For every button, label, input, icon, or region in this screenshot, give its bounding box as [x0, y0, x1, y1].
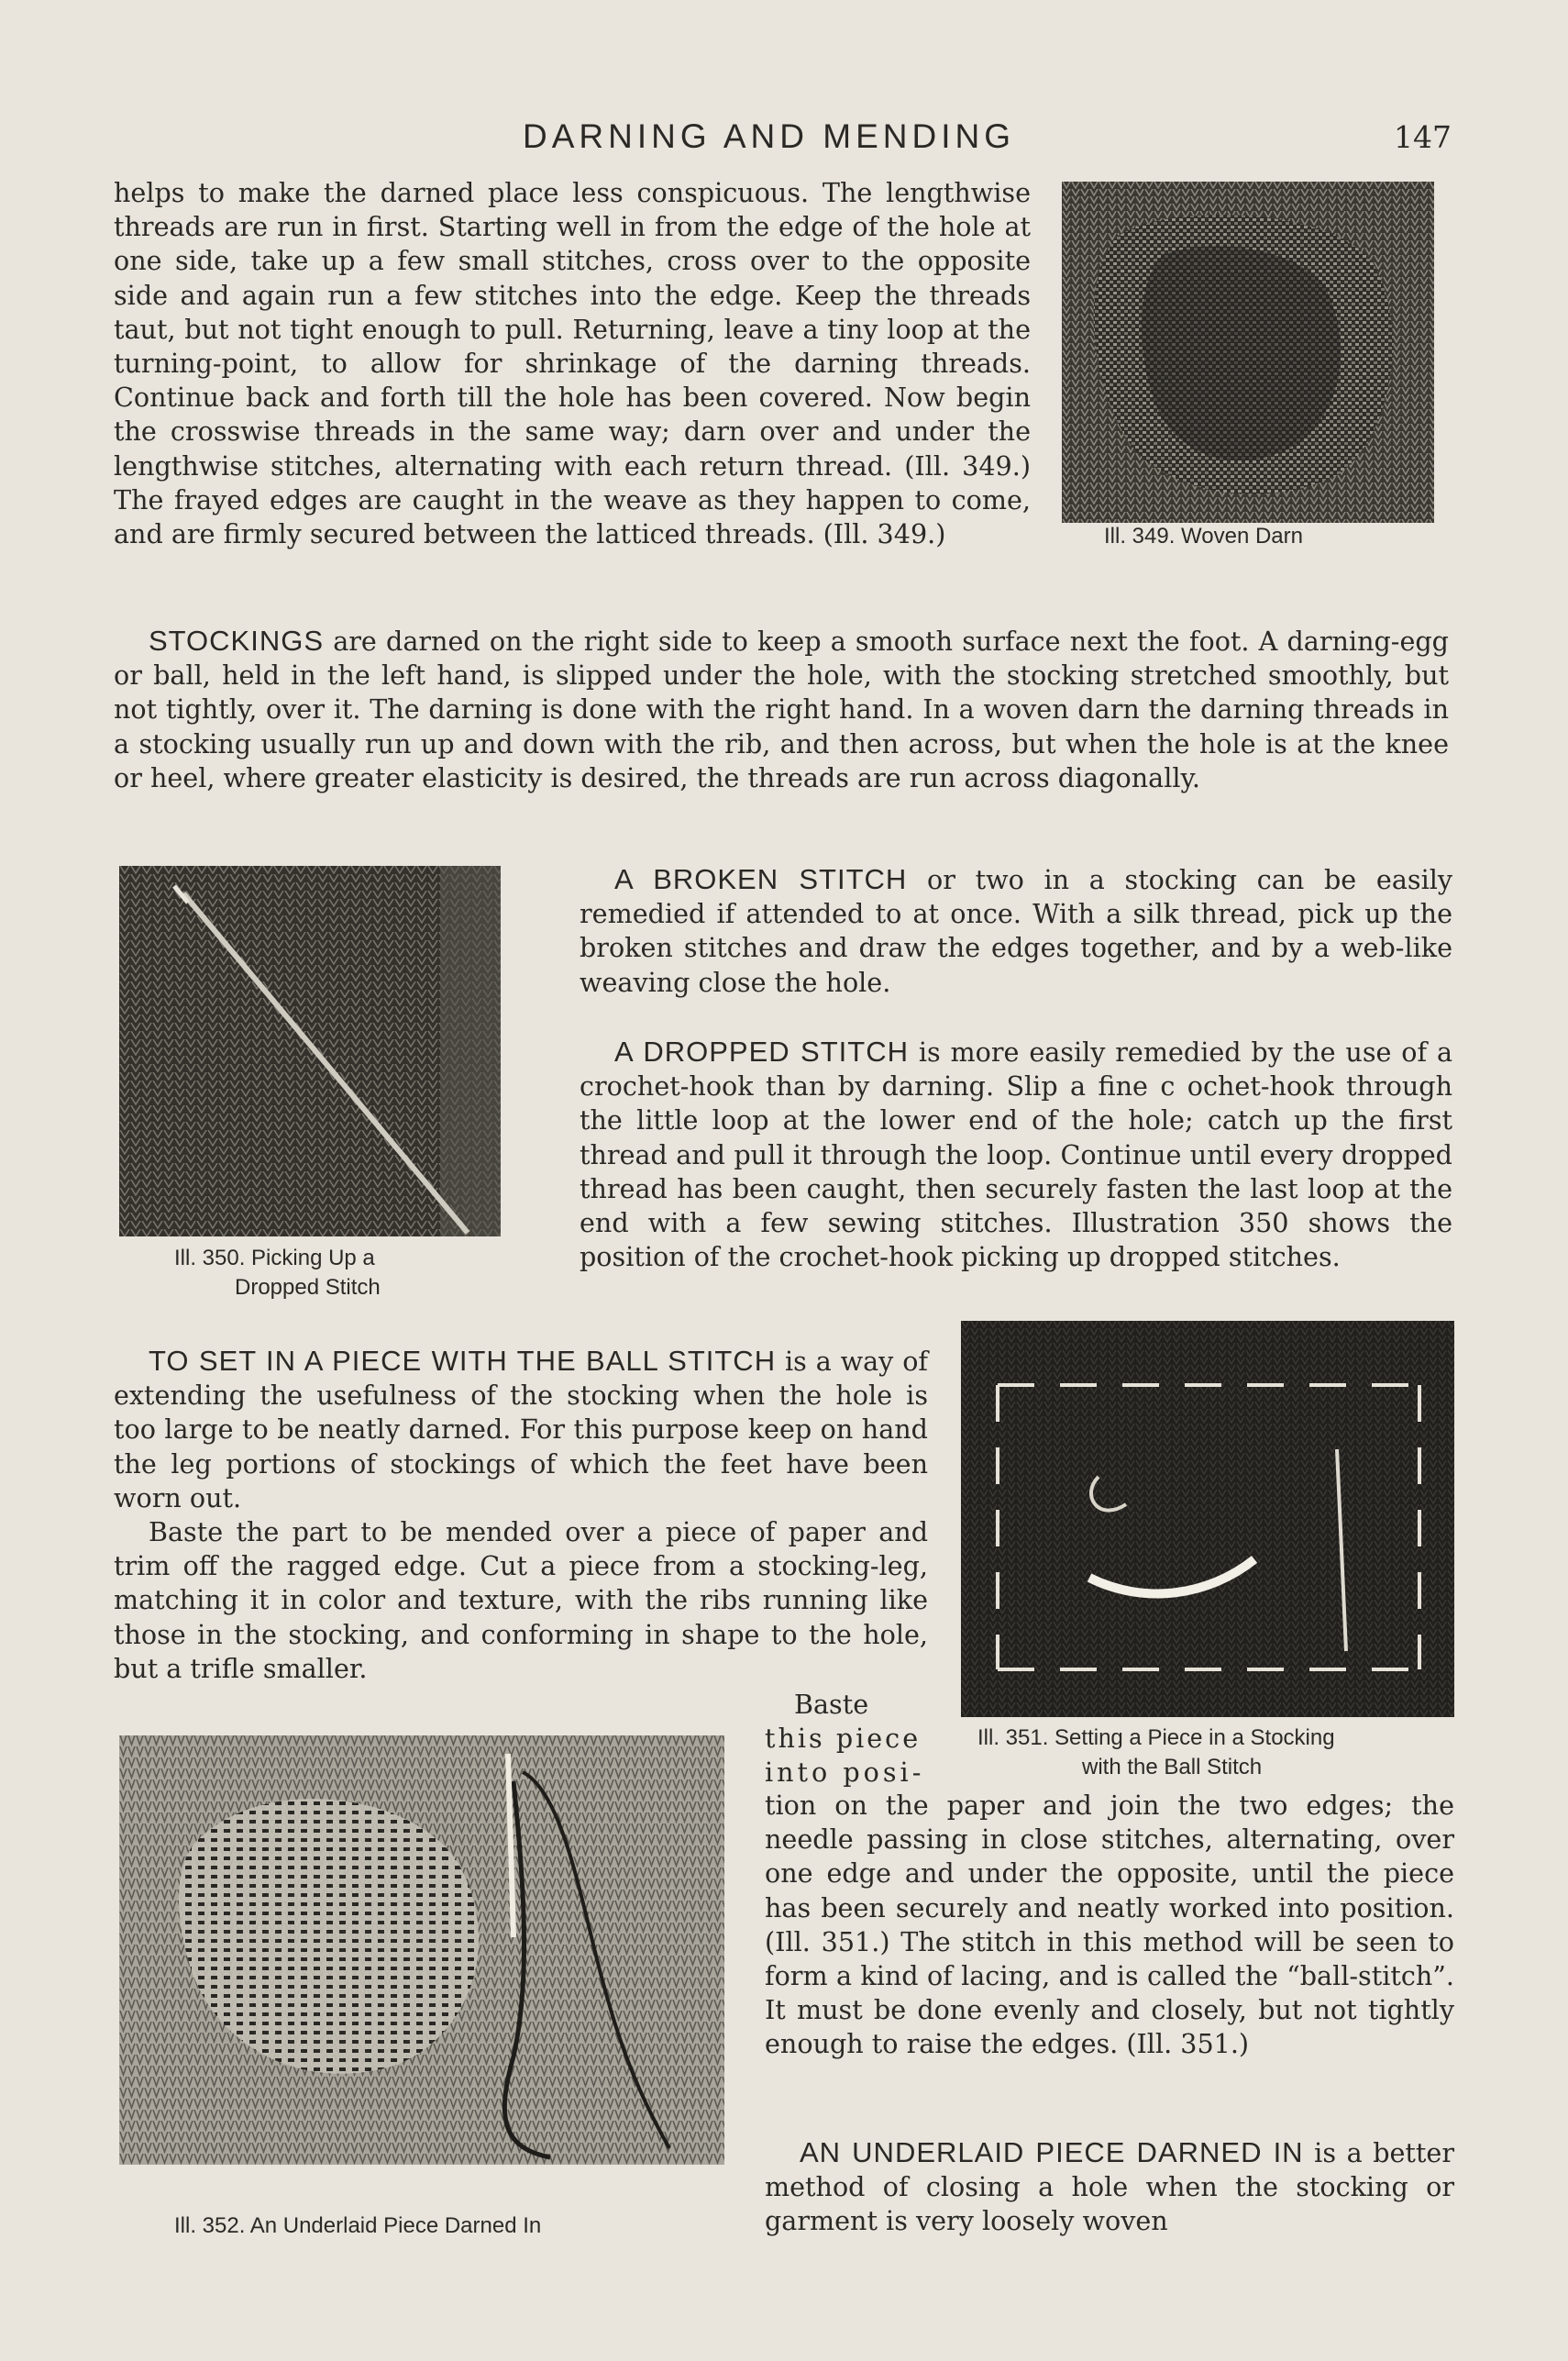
ball-stitch-paragraph-1	[114, 1344, 928, 1515]
dropped-stitch-heading: A DROPPED STITCH	[614, 1036, 909, 1068]
ball-stitch-continuation: tion on the paper and join the two edges; the needle passing in close stitches, alternating, over one edge and under the opposite, until the piece has been securely and neatly worked into position. (Ill. 351.) The stitch in this method will be seen to form a kind of lacing, and is called the “ball-stitch”. It must be done evenly and closely, but not tightly enough to raise the edges. (Ill. 351.)	[765, 1790, 1454, 2060]
broken-stitch-heading: A BROKEN STITCH	[614, 863, 908, 895]
line-into-posi: into posi-	[765, 1757, 925, 1788]
broken-stitch-paragraph	[580, 862, 1452, 1000]
ill350-caption-line2: Dropped Stitch	[235, 1275, 381, 1300]
picking-up-dropped-stitch-illustration	[119, 866, 501, 1236]
stockings-paragraph	[114, 624, 1449, 795]
ball-stitch-section	[114, 1344, 928, 1686]
ball-stitch-paragraph-2: Baste the part to be mended over a piece of paper and trim off the ragged edge. Cut a piece from a stocking-leg, matching it in color and texture, with the ribs running like those in the stocking, and conforming in shape to the hole, but a trifle smaller.	[114, 1516, 928, 1684]
dropped-stitch-paragraph	[580, 1035, 1452, 1274]
ill352-caption: Ill. 352. An Underlaid Piece Darned In	[174, 2213, 542, 2238]
stockings-body: are darned on the right side to keep a smooth surface next the foot. A darning-egg or ball, held in the left hand, is slipped under the hole, with the stocking stretched smoothly, but not tightly, over it. The darning is done with the right hand. In a woven darn the darning threads in a stocking usually run up and down with the rib, and then across, but when the hole is at the knee or heel, where greater elasticity is desired, the threads are run across diagonally.	[114, 626, 1449, 793]
stockings-heading: STOCKINGS	[149, 625, 325, 657]
underlaid-piece-illustration	[119, 1735, 724, 2165]
intro-paragraph: helps to make the darned place less conspicuous. The lengthwise threads are run in first. Starting well in from the edge of the hole at one side, take up a few small stitches, cross over to the opposite side and again run a few stitches into the edge. Keep the threads taut, but not tight enough to pull. Returning, leave a tiny loop at the turning-point, to allow for shrinkage of the darning threads. Continue back and forth till the hole has been covered. Now begin the crosswise threads in the same way; darn over and under the lengthwise stitches, alternating with each return thread. (Ill. 349.) The frayed edges are caught in the weave as they happen to come, and are firmly secured between the latticed threads. (Ill. 349.)	[114, 177, 1031, 550]
ill350-caption-line1: Ill. 350. Picking Up a	[174, 1246, 375, 1270]
ill349-caption: Ill. 349. Woven Darn	[1104, 524, 1303, 549]
ball-stitch-illustration	[961, 1321, 1454, 1717]
ill351-caption-line2: with the Ball Stitch	[1082, 1755, 1263, 1779]
ill351-caption-line1: Ill. 351. Setting a Piece in a Stocking	[977, 1725, 1335, 1750]
dropped-stitch-body: is more easily remedied by the use of a crochet-hook than by darning. Slip a fine c ochet-hook through the little loop at the lower end of the hole; catch up the first thread and pull it through the loop. Continue until every dropped thread has been caught, then securely fasten the last loop at the end with a few sewing stitches. Illustration 350 shows the position of the crochet-hook picking up dropped stitches.	[580, 1036, 1453, 1273]
ball-stitch-body-1: is a way of extending the usefulness of the stocking when the hole is too large to be neatly darned. For this purpose keep on hand the leg portions of stockings of which the feet have been worn out.	[114, 1346, 929, 1513]
underlaid-body: is a better method of closing a hole when the stocking or garment is very loosely woven	[765, 2137, 1455, 2237]
ball-stitch-heading: TO SET IN A PIECE WITH THE BALL STITCH	[149, 1345, 777, 1377]
underlaid-heading: AN UNDERLAID PIECE DARNED IN	[800, 2136, 1304, 2168]
running-title: DARNING AND MENDING	[523, 117, 1015, 155]
underlaid-paragraph	[765, 2135, 1454, 2239]
baste-word: Baste	[794, 1689, 869, 1720]
line-this-piece: this piece	[765, 1723, 922, 1754]
page-number: 147	[1394, 119, 1452, 155]
woven-darn-illustration	[1062, 182, 1434, 523]
broken-stitch-body: or two in a stocking can be easily remedied if attended to at once. With a silk thread, pick up the broken stitches and draw the edges together, and by a web-like weaving close the hole.	[580, 864, 1453, 998]
